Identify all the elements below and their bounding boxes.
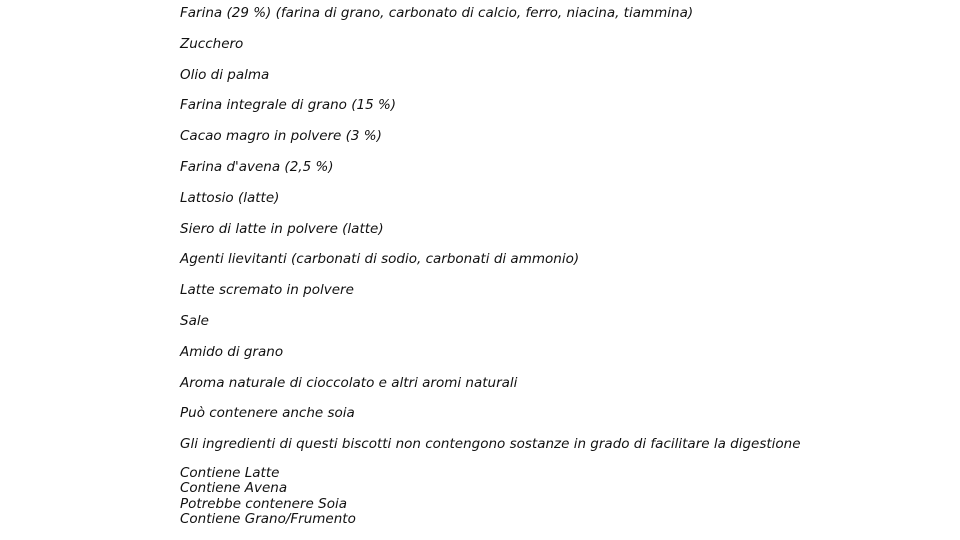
ingredient-item: Gli ingredienti di questi biscotti non contengono sostanze in grado di facilitare la digestione [180, 436, 801, 453]
ingredient-item: Olio di palma [180, 66, 270, 83]
allergen-item: Contiene Latte [180, 465, 280, 481]
ingredient-item: Lattosio (latte) [180, 189, 280, 206]
ingredient-item: Aroma naturale di cioccolato e altri aromi naturali [180, 374, 518, 391]
allergens-list [180, 466, 356, 527]
ingredient-item: Amido di grano [180, 343, 284, 360]
ingredient-item: Può contenere anche soia [180, 405, 355, 422]
ingredient-item: Farina d'avena (2,5 %) [180, 158, 334, 175]
ingredient-item: Farina integrale di grano (15 %) [180, 97, 397, 114]
ingredient-item: Latte scremato in polvere [180, 282, 354, 299]
ingredient-item: Zucchero [180, 35, 244, 52]
ingredient-item: Cacao magro in polvere (3 %) [180, 128, 382, 145]
ingredient-item: Farina (29 %) (farina di grano, carbonato di calcio, ferro, niacina, tiammina) [180, 5, 694, 21]
ingredients-list [180, 5, 801, 467]
allergen-item: Contiene Avena [180, 480, 288, 497]
ingredient-item: Sale [180, 312, 209, 329]
ingredient-item: Agenti lievitanti (carbonati di sodio, carbonati di ammonio) [180, 251, 580, 268]
ingredient-item: Siero di latte in polvere (latte) [180, 220, 384, 237]
allergen-item: Contiene Grano/Frumento [180, 510, 356, 527]
allergen-item: Potrebbe contenere Soia [180, 495, 347, 512]
